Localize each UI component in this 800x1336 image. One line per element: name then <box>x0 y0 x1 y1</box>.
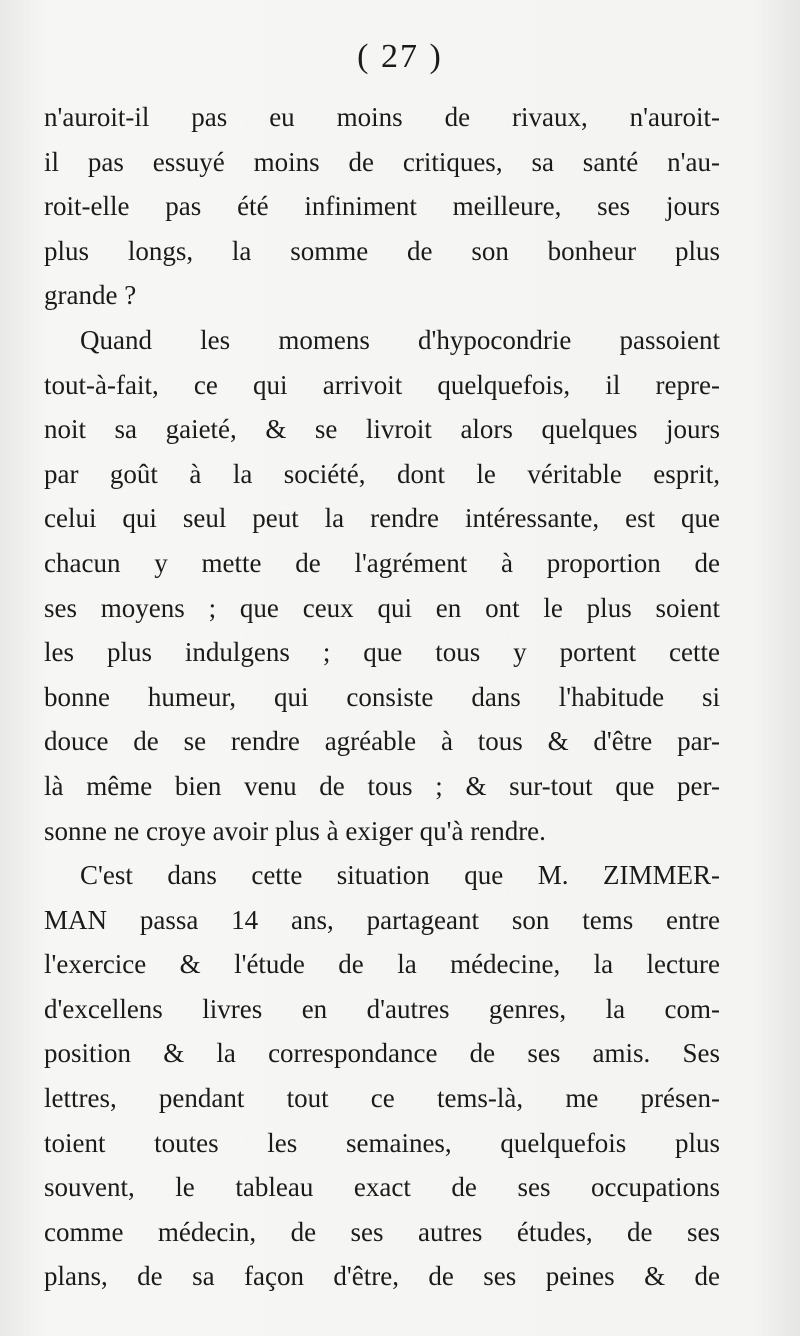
text-line: l'exercice & l'étude de la médecine, la lecture <box>44 949 720 980</box>
text-line: là même bien venu de tous ; & sur-tout que per- <box>44 770 720 801</box>
text-line: souvent, le tableau exact de ses occupations <box>44 1172 720 1203</box>
text-line: comme médecin, de ses autres études, de ses <box>44 1216 720 1247</box>
text-line: grande ? <box>44 280 137 311</box>
body-text <box>44 95 720 1299</box>
text-line: C'est dans cette situation que M. ZIMMER- <box>80 860 720 891</box>
text-line: lettres, pendant tout ce tems-là, me présen- <box>44 1083 720 1114</box>
text-line: ses moyens ; que ceux qui en ont le plus soient <box>44 592 720 623</box>
text-line: tout-à-fait, ce qui arrivoit quelquefois, il repre- <box>44 369 720 400</box>
text-line: douce de se rendre agréable à tous & d'être par- <box>44 726 720 757</box>
text-line: celui qui seul peut la rendre intéressante, est que <box>44 503 720 534</box>
text-line: position & la correspondance de ses amis. Ses <box>44 1038 720 1069</box>
text-line: sonne ne croye avoir plus à exiger qu'à rendre. <box>44 815 546 846</box>
text-line: les plus indulgens ; que tous y portent cette <box>44 637 720 668</box>
text-line: d'excellens livres en d'autres genres, la com- <box>44 993 720 1024</box>
text-line: plans, de sa façon d'être, de ses peines & de <box>44 1261 720 1292</box>
text-line: il pas essuyé moins de critiques, sa santé n'au- <box>44 146 720 177</box>
text-line: noit sa gaieté, & se livroit alors quelques jours <box>44 414 720 445</box>
text-line: Quand les momens d'hypocondrie passoient <box>80 324 720 355</box>
text-line: par goût à la société, dont le véritable esprit, <box>44 458 720 489</box>
text-line: chacun y mette de l'agrément à proportion de <box>44 547 720 578</box>
text-line: bonne humeur, qui consiste dans l'habitude si <box>44 681 720 712</box>
text-line: n'auroit-il pas eu moins de rivaux, n'auroit- <box>44 102 720 132</box>
text-line: toient toutes les semaines, quelquefois plus <box>44 1127 720 1158</box>
text-line: roit-elle pas été infiniment meilleure, ses jours <box>44 191 720 222</box>
text-line: MAN passa 14 ans, partageant son tems entre <box>44 904 720 935</box>
page-number: ( 27 ) <box>357 38 443 75</box>
text-line: plus longs, la somme de son bonheur plus <box>44 235 720 266</box>
